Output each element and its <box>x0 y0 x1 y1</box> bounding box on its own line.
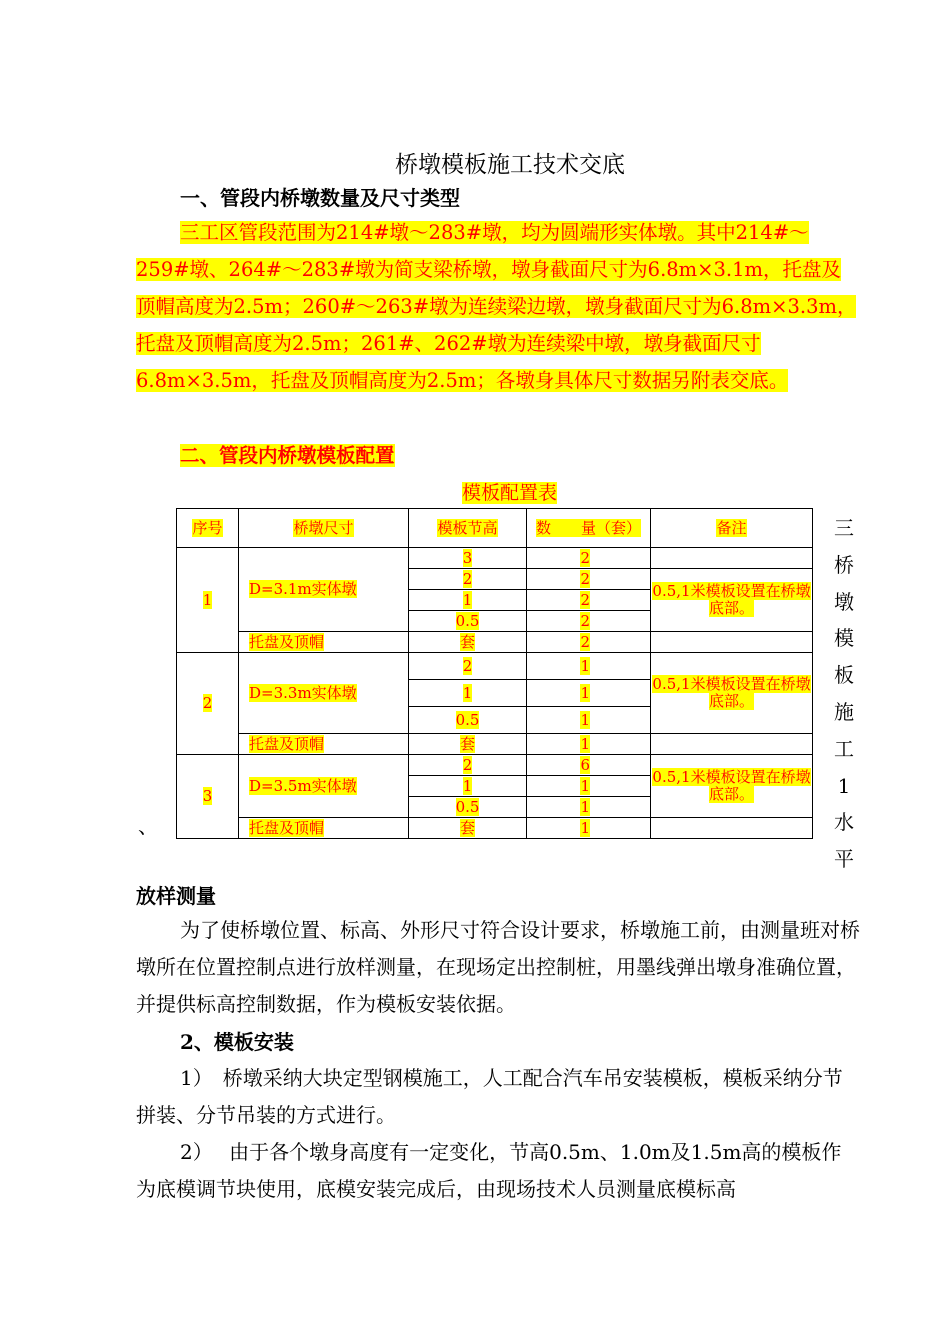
pier-size: D=3.1m实体墩 <box>239 548 409 632</box>
module-qty: 1 <box>527 797 651 818</box>
table-header-row <box>177 509 813 548</box>
module-qty: 2 <box>527 548 651 569</box>
formwork-config-table <box>176 508 813 839</box>
module-height: 2 <box>409 653 527 680</box>
note-empty <box>651 632 813 653</box>
item1-label: 1） <box>180 1066 203 1090</box>
stray-mark: 、 <box>138 814 158 838</box>
note-empty <box>651 734 813 755</box>
note-cell: 0.5,1米模板设置在桥墩底部。 <box>651 653 813 734</box>
header-qty: 数 量（套） <box>527 509 651 548</box>
cap-qty: 2 <box>527 632 651 653</box>
pier-size: D=3.5m实体墩 <box>239 755 409 818</box>
header-size: 桥墩尺寸 <box>239 509 409 548</box>
cap-height: 套 <box>409 632 527 653</box>
section1-text: 三工区管段范围为214#墩～283#墩，均为圆端形实体墩。其中214#～259#墩、264#～283#墩为简支梁桥墩，墩身截面尺寸为6.8m×3.1m，托盘及顶帽高度为2.5m；260#～263#墩为连续梁边墩，墩身截面尺寸为6.8m×3.3m，托盘及顶帽高度为2.5m；261#、262#墩为连续梁中墩，墩身截面尺寸6.8m×3.5m，托盘及顶帽高度为2.5m；各墩身具体尺寸数据另附表交底。 <box>136 221 857 392</box>
cap-label: 托盘及顶帽 <box>239 734 409 755</box>
note-empty <box>651 818 813 839</box>
document-title: 桥墩模板施工技术交底 <box>395 152 625 178</box>
note-cell: 0.5,1米模板设置在桥墩底部。 <box>651 755 813 818</box>
cap-qty: 1 <box>527 818 651 839</box>
module-height: 2 <box>409 569 527 590</box>
module-qty: 1 <box>527 680 651 707</box>
table-row <box>177 818 813 839</box>
group-index: 3 <box>177 755 239 839</box>
section2-heading <box>180 440 395 468</box>
item2-label: 2） <box>180 1140 203 1164</box>
table-caption-text: 模板配置表 <box>462 482 558 504</box>
note-empty <box>651 548 813 569</box>
module-qty: 2 <box>527 611 651 632</box>
cap-qty: 1 <box>527 734 651 755</box>
module-height: 1 <box>409 590 527 611</box>
module-qty: 2 <box>527 590 651 611</box>
side-vertical-text: 三桥墩模板施工1水平 <box>834 516 854 872</box>
module-qty: 2 <box>527 569 651 590</box>
section1-heading: 一、管段内桥墩数量及尺寸类型 <box>180 186 460 210</box>
module-height: 3 <box>409 548 527 569</box>
module-height: 1 <box>409 680 527 707</box>
section3-paragraph <box>136 912 860 1023</box>
pier-size: D=3.3m实体墩 <box>239 653 409 734</box>
item1-paragraph <box>136 1060 860 1134</box>
table-row <box>177 734 813 755</box>
table-row <box>177 632 813 653</box>
table-row <box>177 755 813 776</box>
item2-text: 由于各个墩身高度有一定变化，节高0.5m、1.0m及1.5m高的模板作为底模调节块使用，底模安装完成后，由现场技术人员测量底模标高 <box>136 1140 842 1201</box>
section1-paragraph <box>136 214 860 399</box>
table-caption <box>462 478 557 505</box>
module-height: 0.5 <box>409 611 527 632</box>
item1-text: 桥墩采纳大块定型钢模施工，人工配合汽车吊安装模板，模板采纳分节拼装、分节吊装的方式进行。 <box>136 1066 843 1127</box>
group-index: 2 <box>177 653 239 755</box>
note-cell: 0.5,1米模板设置在桥墩底部。 <box>651 569 813 632</box>
module-qty: 1 <box>527 653 651 680</box>
table-row <box>177 653 813 680</box>
module-height: 0.5 <box>409 797 527 818</box>
cap-label: 托盘及顶帽 <box>239 818 409 839</box>
module-height: 1 <box>409 776 527 797</box>
module-qty: 6 <box>527 755 651 776</box>
section2-heading-text: 二、管段内桥墩模板配置 <box>180 444 395 467</box>
module-qty: 1 <box>527 707 651 734</box>
module-qty: 1 <box>527 776 651 797</box>
cap-height: 套 <box>409 734 527 755</box>
module-height: 2 <box>409 755 527 776</box>
cap-height: 套 <box>409 818 527 839</box>
section4-heading: 2、模板安装 <box>180 1030 294 1054</box>
table-row <box>177 548 813 569</box>
header-note: 备注 <box>651 509 813 548</box>
group-index: 1 <box>177 548 239 653</box>
cap-label: 托盘及顶帽 <box>239 632 409 653</box>
item2-paragraph <box>136 1134 860 1208</box>
section3-heading: 放样测量 <box>136 884 216 908</box>
header-height: 模板节高 <box>409 509 527 548</box>
module-height: 0.5 <box>409 707 527 734</box>
section3-text: 为了使桥墩位置、标高、外形尺寸符合设计要求，桥墩施工前，由测量班对桥墩所在位置控制点进行放样测量，在现场定出控制桩，用墨线弹出墩身准确位置，并提供标高控制数据，作为模板安装依据。 <box>136 918 860 1016</box>
header-index: 序号 <box>177 509 239 548</box>
